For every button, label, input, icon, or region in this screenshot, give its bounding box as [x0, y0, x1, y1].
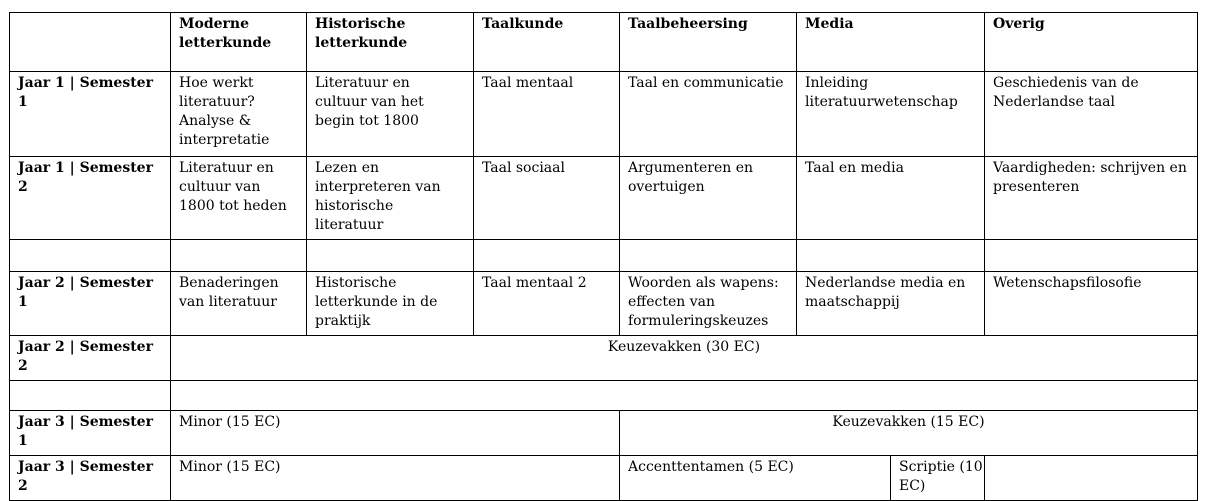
table-cell: [620, 456, 985, 501]
row-label: Jaar 1 | Semester 2: [10, 157, 171, 240]
table-cell: Literatuur en cultuur van het begin tot 1800: [307, 72, 474, 157]
table-cell: Minor (15 EC): [171, 411, 620, 456]
header-historische-letterkunde: Historische letterkunde: [307, 13, 474, 72]
header-row: [10, 13, 1198, 72]
empty-cell: [171, 240, 307, 272]
table-cell: Vaardigheden: schrijven en presenteren: [985, 157, 1198, 240]
table-cell: Woorden als wapens: effecten van formuleringskeuzes: [620, 272, 797, 336]
table-cell: Keuzevakken (15 EC): [620, 411, 1198, 456]
row-label: Jaar 2 | Semester 1: [10, 272, 171, 336]
empty-cell: [620, 240, 797, 272]
table-cell: Lezen en interpreteren van historische literatuur: [307, 157, 474, 240]
table-cell: Inleiding literatuurwetenschap: [797, 72, 985, 157]
table-row: [10, 272, 1198, 336]
empty-cell: [985, 456, 1198, 501]
table-cell: Nederlandse media en maatschappij: [797, 272, 985, 336]
table-cell: Wetenschapsfilosofie: [985, 272, 1198, 336]
table-row: [10, 157, 1198, 240]
table-row: [10, 72, 1198, 157]
table-row: [10, 456, 1198, 501]
table-row: [10, 411, 1198, 456]
table-cell: Benaderingen van literatuur: [171, 272, 307, 336]
row-label: Jaar 3 | Semester 2: [10, 456, 171, 501]
table-cell-span: Keuzevakken (30 EC): [171, 336, 1198, 381]
spacer-row: [10, 381, 1198, 411]
table-cell: Taal sociaal: [474, 157, 620, 240]
table-cell: Hoe werkt literatuur? Analyse & interpretatie: [171, 72, 307, 157]
row-label: Jaar 3 | Semester 1: [10, 411, 171, 456]
empty-cell: [171, 381, 1198, 411]
row-label: Jaar 2 | Semester 2: [10, 336, 171, 381]
header-overig: Overig: [985, 13, 1198, 72]
header-taalbeheersing: Taalbeheersing: [620, 13, 797, 72]
table-row: [10, 336, 1198, 381]
table-cell: Minor (15 EC): [171, 456, 620, 501]
empty-cell: [10, 381, 171, 411]
empty-cell: [307, 240, 474, 272]
empty-cell: [797, 240, 985, 272]
table-cell: Taal mentaal: [474, 72, 620, 157]
header-taalkunde: Taalkunde: [474, 13, 620, 72]
scriptie-label: Scriptie (10 EC): [890, 456, 984, 500]
curriculum-table-wrapper: [9, 12, 1198, 501]
row-label: Jaar 1 | Semester 1: [10, 72, 171, 157]
table-cell: Literatuur en cultuur van 1800 tot heden: [171, 157, 307, 240]
table-cell: Taal en media: [797, 157, 985, 240]
accenttentamen-label: Accenttentamen (5 EC): [628, 459, 794, 475]
curriculum-table: [9, 12, 1198, 501]
header-media: Media: [797, 13, 985, 72]
empty-cell: [474, 240, 620, 272]
header-cell-empty: [10, 13, 171, 72]
header-moderne-letterkunde: Moderne letterkunde: [171, 13, 307, 72]
table-cell: Historische letterkunde in de praktijk: [307, 272, 474, 336]
empty-cell: [985, 240, 1198, 272]
table-cell: Taal mentaal 2: [474, 272, 620, 336]
table-cell: Argumenteren en overtuigen: [620, 157, 797, 240]
table-cell: Geschiedenis van de Nederlandse taal: [985, 72, 1198, 157]
spacer-row: [10, 240, 1198, 272]
empty-cell: [10, 240, 171, 272]
table-cell: Taal en communicatie: [620, 72, 797, 157]
